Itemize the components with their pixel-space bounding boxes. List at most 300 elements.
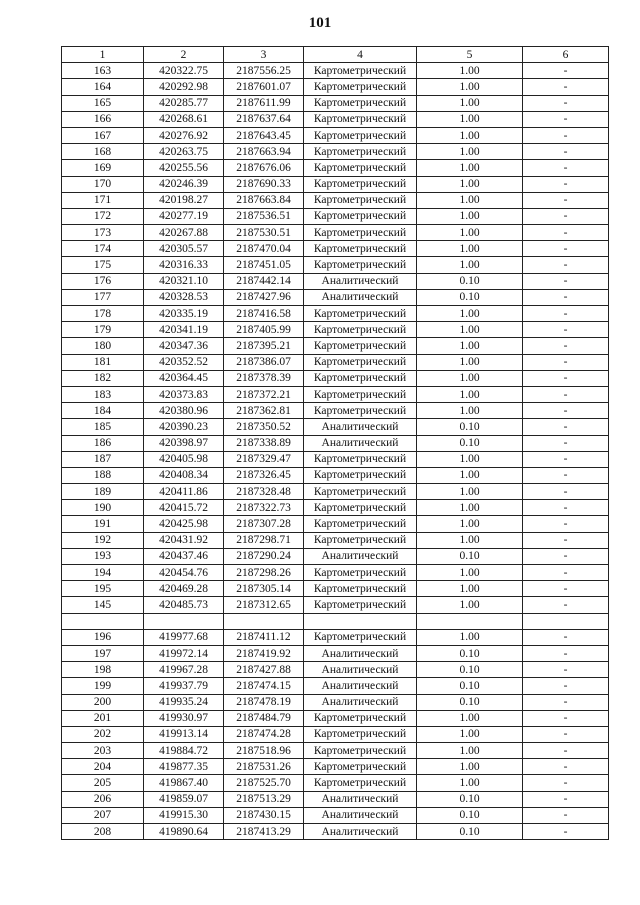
- x-coordinate-cell: 419935.24: [144, 694, 224, 710]
- table-row: [62, 662, 609, 678]
- note-cell: -: [523, 322, 609, 338]
- point-number-cell: 192: [62, 532, 144, 548]
- table-row: [62, 678, 609, 694]
- point-number-cell: 206: [62, 791, 144, 807]
- method-cell: Картометрический: [304, 500, 417, 516]
- method-cell: Картометрический: [304, 322, 417, 338]
- note-cell: -: [523, 306, 609, 322]
- x-coordinate-cell: 420316.33: [144, 257, 224, 273]
- accuracy-cell: 0.10: [417, 419, 523, 435]
- accuracy-cell: 0.10: [417, 807, 523, 823]
- y-coordinate-cell: 2187518.96: [224, 743, 304, 759]
- accuracy-cell: 1.00: [417, 370, 523, 386]
- point-number-cell: 190: [62, 500, 144, 516]
- y-coordinate-cell: 2187298.26: [224, 565, 304, 581]
- y-coordinate-cell: 2187663.84: [224, 192, 304, 208]
- note-cell: -: [523, 144, 609, 160]
- note-cell: -: [523, 824, 609, 840]
- table-row: [62, 694, 609, 710]
- note-cell: -: [523, 289, 609, 305]
- y-coordinate-cell: 2187305.14: [224, 581, 304, 597]
- x-coordinate-cell: 420405.98: [144, 451, 224, 467]
- table-row: [62, 111, 609, 127]
- note-cell: -: [523, 467, 609, 483]
- point-number-cell: 185: [62, 419, 144, 435]
- y-coordinate-cell: 2187513.29: [224, 791, 304, 807]
- accuracy-cell: 1.00: [417, 629, 523, 645]
- note-cell: -: [523, 548, 609, 564]
- accuracy-cell: 1.00: [417, 710, 523, 726]
- table-row: [62, 629, 609, 645]
- y-coordinate-cell: 2187307.28: [224, 516, 304, 532]
- note-cell: -: [523, 354, 609, 370]
- note-cell: -: [523, 63, 609, 79]
- table-row: [62, 208, 609, 224]
- y-coordinate-cell: 2187395.21: [224, 338, 304, 354]
- x-coordinate-cell: 420415.72: [144, 500, 224, 516]
- accuracy-cell: 1.00: [417, 532, 523, 548]
- point-number-cell: 176: [62, 273, 144, 289]
- y-coordinate-cell: [224, 613, 304, 629]
- point-number-cell: [62, 613, 144, 629]
- point-number-cell: 145: [62, 597, 144, 613]
- note-cell: -: [523, 597, 609, 613]
- method-cell: Аналитический: [304, 824, 417, 840]
- y-coordinate-cell: 2187419.92: [224, 645, 304, 661]
- accuracy-cell: 1.00: [417, 775, 523, 791]
- method-cell: Аналитический: [304, 662, 417, 678]
- method-cell: Аналитический: [304, 807, 417, 823]
- accuracy-cell: 1.00: [417, 597, 523, 613]
- note-cell: -: [523, 95, 609, 111]
- table-row: [62, 775, 609, 791]
- accuracy-cell: 1.00: [417, 225, 523, 241]
- table-row: [62, 144, 609, 160]
- point-number-cell: 189: [62, 484, 144, 500]
- method-cell: Картометрический: [304, 176, 417, 192]
- accuracy-cell: 1.00: [417, 403, 523, 419]
- table-row: [62, 79, 609, 95]
- accuracy-cell: 1.00: [417, 160, 523, 176]
- accuracy-cell: 1.00: [417, 500, 523, 516]
- point-number-cell: 177: [62, 289, 144, 305]
- note-cell: -: [523, 111, 609, 127]
- table-row: [62, 597, 609, 613]
- note-cell: -: [523, 160, 609, 176]
- note-cell: -: [523, 484, 609, 500]
- note-cell: -: [523, 662, 609, 678]
- x-coordinate-cell: 420469.28: [144, 581, 224, 597]
- x-coordinate-cell: 419867.40: [144, 775, 224, 791]
- method-cell: Картометрический: [304, 354, 417, 370]
- method-cell: Картометрический: [304, 403, 417, 419]
- method-cell: Картометрический: [304, 743, 417, 759]
- accuracy-cell: 0.10: [417, 645, 523, 661]
- x-coordinate-cell: 420431.92: [144, 532, 224, 548]
- note-cell: -: [523, 791, 609, 807]
- y-coordinate-cell: 2187427.96: [224, 289, 304, 305]
- method-cell: Аналитический: [304, 678, 417, 694]
- x-coordinate-cell: 420352.52: [144, 354, 224, 370]
- table-row: [62, 322, 609, 338]
- point-number-cell: 180: [62, 338, 144, 354]
- method-cell: Картометрический: [304, 532, 417, 548]
- accuracy-cell: 0.10: [417, 662, 523, 678]
- y-coordinate-cell: 2187378.39: [224, 370, 304, 386]
- table-row: [62, 710, 609, 726]
- accuracy-cell: 1.00: [417, 759, 523, 775]
- note-cell: -: [523, 419, 609, 435]
- point-number-cell: 173: [62, 225, 144, 241]
- note-cell: -: [523, 386, 609, 402]
- method-cell: Картометрический: [304, 63, 417, 79]
- method-cell: Аналитический: [304, 435, 417, 451]
- note-cell: -: [523, 241, 609, 257]
- coordinates-table: [61, 46, 609, 840]
- table-row: [62, 63, 609, 79]
- method-cell: Картометрический: [304, 386, 417, 402]
- column-header: 3: [224, 47, 304, 63]
- y-coordinate-cell: 2187474.28: [224, 726, 304, 742]
- y-coordinate-cell: 2187531.26: [224, 759, 304, 775]
- method-cell: Аналитический: [304, 289, 417, 305]
- table-header-row: [62, 47, 609, 63]
- table-row: [62, 160, 609, 176]
- point-number-cell: 182: [62, 370, 144, 386]
- x-coordinate-cell: 420347.36: [144, 338, 224, 354]
- note-cell: -: [523, 694, 609, 710]
- point-number-cell: 187: [62, 451, 144, 467]
- table-row: [62, 467, 609, 483]
- accuracy-cell: 1.00: [417, 111, 523, 127]
- x-coordinate-cell: 420454.76: [144, 565, 224, 581]
- accuracy-cell: 1.00: [417, 726, 523, 742]
- accuracy-cell: [417, 613, 523, 629]
- x-coordinate-cell: 420390.23: [144, 419, 224, 435]
- point-number-cell: 170: [62, 176, 144, 192]
- point-number-cell: 202: [62, 726, 144, 742]
- accuracy-cell: 1.00: [417, 79, 523, 95]
- table-row: [62, 176, 609, 192]
- y-coordinate-cell: 2187298.71: [224, 532, 304, 548]
- table-row: [62, 743, 609, 759]
- accuracy-cell: 1.00: [417, 63, 523, 79]
- accuracy-cell: 1.00: [417, 127, 523, 143]
- method-cell: Картометрический: [304, 467, 417, 483]
- point-number-cell: 193: [62, 548, 144, 564]
- point-number-cell: 181: [62, 354, 144, 370]
- accuracy-cell: 0.10: [417, 548, 523, 564]
- note-cell: -: [523, 451, 609, 467]
- note-cell: -: [523, 435, 609, 451]
- table-row: [62, 645, 609, 661]
- note-cell: -: [523, 743, 609, 759]
- method-cell: Картометрический: [304, 225, 417, 241]
- y-coordinate-cell: 2187451.05: [224, 257, 304, 273]
- note-cell: -: [523, 710, 609, 726]
- x-coordinate-cell: 420263.75: [144, 144, 224, 160]
- x-coordinate-cell: 420292.98: [144, 79, 224, 95]
- table-body: [62, 63, 609, 840]
- table-row: [62, 435, 609, 451]
- y-coordinate-cell: 2187413.29: [224, 824, 304, 840]
- accuracy-cell: 1.00: [417, 95, 523, 111]
- x-coordinate-cell: 420276.92: [144, 127, 224, 143]
- method-cell: Картометрический: [304, 338, 417, 354]
- accuracy-cell: 1.00: [417, 176, 523, 192]
- method-cell: [304, 613, 417, 629]
- note-cell: -: [523, 192, 609, 208]
- point-number-cell: 197: [62, 645, 144, 661]
- note-cell: -: [523, 759, 609, 775]
- y-coordinate-cell: 2187329.47: [224, 451, 304, 467]
- point-number-cell: 196: [62, 629, 144, 645]
- note-cell: -: [523, 127, 609, 143]
- accuracy-cell: 0.10: [417, 678, 523, 694]
- table-row: [62, 791, 609, 807]
- note-cell: -: [523, 645, 609, 661]
- note-cell: -: [523, 807, 609, 823]
- method-cell: Картометрический: [304, 160, 417, 176]
- column-header: 5: [417, 47, 523, 63]
- y-coordinate-cell: 2187411.12: [224, 629, 304, 645]
- note-cell: [523, 613, 609, 629]
- y-coordinate-cell: 2187312.65: [224, 597, 304, 613]
- point-number-cell: 199: [62, 678, 144, 694]
- y-coordinate-cell: 2187484.79: [224, 710, 304, 726]
- y-coordinate-cell: 2187663.94: [224, 144, 304, 160]
- x-coordinate-cell: 420485.73: [144, 597, 224, 613]
- accuracy-cell: 0.10: [417, 694, 523, 710]
- method-cell: Картометрический: [304, 111, 417, 127]
- table-row: [62, 386, 609, 402]
- x-coordinate-cell: 420341.19: [144, 322, 224, 338]
- x-coordinate-cell: 420255.56: [144, 160, 224, 176]
- x-coordinate-cell: 420267.88: [144, 225, 224, 241]
- x-coordinate-cell: 419877.35: [144, 759, 224, 775]
- y-coordinate-cell: 2187328.48: [224, 484, 304, 500]
- table-row: [62, 726, 609, 742]
- note-cell: -: [523, 225, 609, 241]
- method-cell: Картометрический: [304, 127, 417, 143]
- point-number-cell: 163: [62, 63, 144, 79]
- x-coordinate-cell: 419937.79: [144, 678, 224, 694]
- y-coordinate-cell: 2187478.19: [224, 694, 304, 710]
- point-number-cell: 169: [62, 160, 144, 176]
- x-coordinate-cell: 419859.07: [144, 791, 224, 807]
- note-cell: -: [523, 370, 609, 386]
- y-coordinate-cell: 2187386.07: [224, 354, 304, 370]
- x-coordinate-cell: [144, 613, 224, 629]
- x-coordinate-cell: 420277.19: [144, 208, 224, 224]
- method-cell: Картометрический: [304, 565, 417, 581]
- method-cell: Аналитический: [304, 791, 417, 807]
- point-number-cell: 174: [62, 241, 144, 257]
- point-number-cell: 184: [62, 403, 144, 419]
- note-cell: -: [523, 208, 609, 224]
- x-coordinate-cell: 420364.45: [144, 370, 224, 386]
- point-number-cell: 208: [62, 824, 144, 840]
- note-cell: -: [523, 500, 609, 516]
- accuracy-cell: 1.00: [417, 144, 523, 160]
- x-coordinate-cell: 419972.14: [144, 645, 224, 661]
- point-number-cell: 200: [62, 694, 144, 710]
- accuracy-cell: 0.10: [417, 791, 523, 807]
- method-cell: Картометрический: [304, 516, 417, 532]
- note-cell: -: [523, 726, 609, 742]
- method-cell: Картометрический: [304, 759, 417, 775]
- method-cell: Картометрический: [304, 208, 417, 224]
- point-number-cell: 195: [62, 581, 144, 597]
- table-row: [62, 338, 609, 354]
- table-row: [62, 273, 609, 289]
- point-number-cell: 165: [62, 95, 144, 111]
- table-row: [62, 354, 609, 370]
- y-coordinate-cell: 2187676.06: [224, 160, 304, 176]
- point-number-cell: 167: [62, 127, 144, 143]
- y-coordinate-cell: 2187530.51: [224, 225, 304, 241]
- method-cell: Аналитический: [304, 419, 417, 435]
- x-coordinate-cell: 420321.10: [144, 273, 224, 289]
- x-coordinate-cell: 420268.61: [144, 111, 224, 127]
- table-row: [62, 759, 609, 775]
- accuracy-cell: 1.00: [417, 451, 523, 467]
- accuracy-cell: 1.00: [417, 338, 523, 354]
- note-cell: -: [523, 516, 609, 532]
- y-coordinate-cell: 2187290.24: [224, 548, 304, 564]
- x-coordinate-cell: 419913.14: [144, 726, 224, 742]
- accuracy-cell: 1.00: [417, 257, 523, 273]
- point-number-cell: 175: [62, 257, 144, 273]
- point-number-cell: 172: [62, 208, 144, 224]
- accuracy-cell: 1.00: [417, 386, 523, 402]
- point-number-cell: 166: [62, 111, 144, 127]
- y-coordinate-cell: 2187536.51: [224, 208, 304, 224]
- accuracy-cell: 0.10: [417, 435, 523, 451]
- accuracy-cell: 1.00: [417, 565, 523, 581]
- x-coordinate-cell: 420328.53: [144, 289, 224, 305]
- x-coordinate-cell: 420437.46: [144, 548, 224, 564]
- y-coordinate-cell: 2187474.15: [224, 678, 304, 694]
- point-number-cell: 164: [62, 79, 144, 95]
- point-number-cell: 198: [62, 662, 144, 678]
- accuracy-cell: 1.00: [417, 192, 523, 208]
- point-number-cell: 178: [62, 306, 144, 322]
- table-row: [62, 500, 609, 516]
- y-coordinate-cell: 2187611.99: [224, 95, 304, 111]
- table-row: [62, 95, 609, 111]
- accuracy-cell: 0.10: [417, 273, 523, 289]
- method-cell: Картометрический: [304, 597, 417, 613]
- accuracy-cell: 1.00: [417, 208, 523, 224]
- accuracy-cell: 1.00: [417, 743, 523, 759]
- point-number-cell: 207: [62, 807, 144, 823]
- x-coordinate-cell: 420408.34: [144, 467, 224, 483]
- y-coordinate-cell: 2187601.07: [224, 79, 304, 95]
- x-coordinate-cell: 419977.68: [144, 629, 224, 645]
- note-cell: -: [523, 629, 609, 645]
- table-row: [62, 241, 609, 257]
- table-row: [62, 306, 609, 322]
- method-cell: Аналитический: [304, 548, 417, 564]
- table-row: [62, 419, 609, 435]
- y-coordinate-cell: 2187430.15: [224, 807, 304, 823]
- method-cell: Картометрический: [304, 79, 417, 95]
- table-row: [62, 824, 609, 840]
- x-coordinate-cell: 419967.28: [144, 662, 224, 678]
- x-coordinate-cell: 419930.97: [144, 710, 224, 726]
- note-cell: -: [523, 273, 609, 289]
- method-cell: Аналитический: [304, 645, 417, 661]
- method-cell: Картометрический: [304, 775, 417, 791]
- method-cell: Картометрический: [304, 710, 417, 726]
- note-cell: -: [523, 176, 609, 192]
- table-gap-row: [62, 613, 609, 629]
- x-coordinate-cell: 420373.83: [144, 386, 224, 402]
- table-row: [62, 257, 609, 273]
- point-number-cell: 168: [62, 144, 144, 160]
- table-row: [62, 532, 609, 548]
- method-cell: Картометрический: [304, 257, 417, 273]
- table-row: [62, 807, 609, 823]
- table-row: [62, 516, 609, 532]
- y-coordinate-cell: 2187326.45: [224, 467, 304, 483]
- table-row: [62, 581, 609, 597]
- x-coordinate-cell: 420198.27: [144, 192, 224, 208]
- x-coordinate-cell: 420380.96: [144, 403, 224, 419]
- y-coordinate-cell: 2187556.25: [224, 63, 304, 79]
- point-number-cell: 191: [62, 516, 144, 532]
- accuracy-cell: 1.00: [417, 484, 523, 500]
- point-number-cell: 205: [62, 775, 144, 791]
- note-cell: -: [523, 775, 609, 791]
- method-cell: Картометрический: [304, 581, 417, 597]
- note-cell: -: [523, 338, 609, 354]
- accuracy-cell: 1.00: [417, 306, 523, 322]
- point-number-cell: 186: [62, 435, 144, 451]
- table-row: [62, 565, 609, 581]
- accuracy-cell: 1.00: [417, 241, 523, 257]
- x-coordinate-cell: 420335.19: [144, 306, 224, 322]
- accuracy-cell: 1.00: [417, 467, 523, 483]
- y-coordinate-cell: 2187427.88: [224, 662, 304, 678]
- x-coordinate-cell: 419915.30: [144, 807, 224, 823]
- x-coordinate-cell: 420305.57: [144, 241, 224, 257]
- y-coordinate-cell: 2187525.70: [224, 775, 304, 791]
- point-number-cell: 183: [62, 386, 144, 402]
- table-row: [62, 484, 609, 500]
- method-cell: Картометрический: [304, 629, 417, 645]
- method-cell: Картометрический: [304, 241, 417, 257]
- y-coordinate-cell: 2187362.81: [224, 403, 304, 419]
- y-coordinate-cell: 2187416.58: [224, 306, 304, 322]
- column-header: 1: [62, 47, 144, 63]
- method-cell: Картометрический: [304, 192, 417, 208]
- column-header: 2: [144, 47, 224, 63]
- method-cell: Картометрический: [304, 306, 417, 322]
- accuracy-cell: 1.00: [417, 581, 523, 597]
- method-cell: Картометрический: [304, 370, 417, 386]
- table-row: [62, 403, 609, 419]
- point-number-cell: 201: [62, 710, 144, 726]
- y-coordinate-cell: 2187322.73: [224, 500, 304, 516]
- x-coordinate-cell: 420398.97: [144, 435, 224, 451]
- method-cell: Картометрический: [304, 451, 417, 467]
- method-cell: Аналитический: [304, 273, 417, 289]
- table-row: [62, 548, 609, 564]
- x-coordinate-cell: 420246.39: [144, 176, 224, 192]
- accuracy-cell: 0.10: [417, 824, 523, 840]
